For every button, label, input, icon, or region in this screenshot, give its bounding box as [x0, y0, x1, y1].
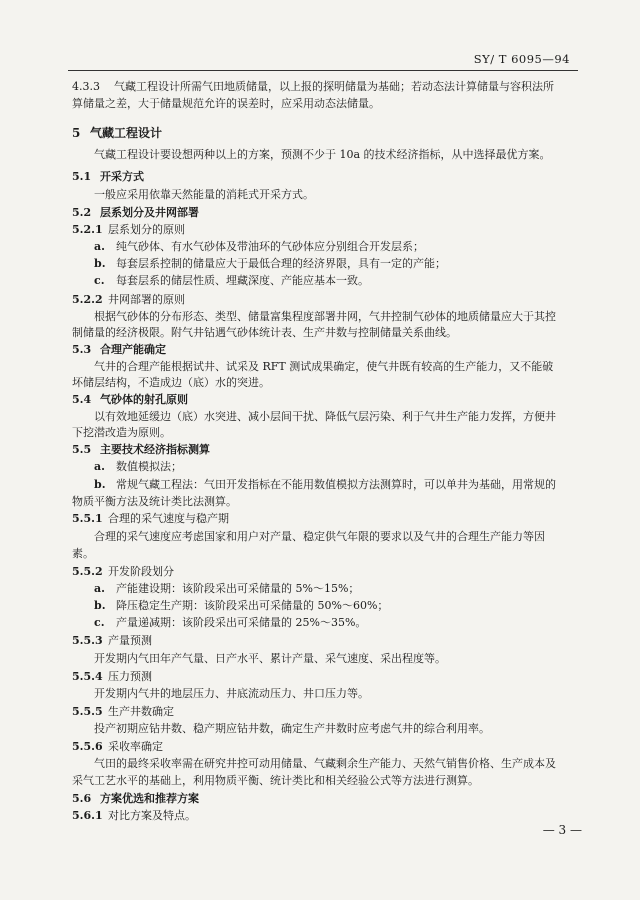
list-item-a — [94, 582, 359, 596]
heading-5-5-1 — [72, 512, 229, 526]
list-item-b — [94, 257, 446, 271]
heading-number: 5.1 — [72, 170, 92, 183]
paragraph-text: 素。 — [72, 547, 94, 560]
paragraph-line — [94, 757, 556, 771]
heading-number: 5.5.5 — [72, 705, 103, 718]
heading-title: 压力预测 — [108, 670, 152, 683]
paragraph-line — [72, 426, 171, 440]
list-marker: a. — [94, 460, 105, 473]
heading-title: 采收率确定 — [108, 740, 163, 753]
heading-title: 产量预测 — [108, 634, 152, 647]
heading-5-1 — [72, 170, 144, 184]
heading-title: 开发阶段划分 — [108, 565, 174, 578]
heading-title: 层系划分的原则 — [108, 223, 185, 236]
paragraph-text: 合理的采气速度应考虑国家和用户对产量、稳定供气年限的要求以及气井的合理生产能力等因 — [94, 530, 545, 543]
heading-number: 5.5.3 — [72, 634, 103, 647]
list-item-b — [94, 478, 556, 492]
paragraph-line — [94, 188, 314, 202]
paragraph-line — [94, 530, 545, 544]
header-rule — [68, 70, 578, 71]
paragraph-line — [94, 360, 553, 374]
line-4-3-3 — [72, 80, 554, 94]
heading-title: 井网部署的原则 — [108, 293, 185, 306]
heading-5-5-2 — [72, 565, 174, 579]
paragraph-line — [72, 774, 479, 788]
paragraph-text: 一般应采用依靠天然能量的消耗式开采方式。 — [94, 188, 314, 201]
paragraph-text: 坏储层结构，不造成边（底）水的突进。 — [72, 376, 270, 389]
paragraph-text: 根据气砂体的分布形态、类型、储量富集程度部署井网，气井控制气砂体的地质储量应大于其控 — [94, 310, 556, 323]
heading-5-2 — [72, 206, 199, 220]
paragraph-text: 开发期内气田年产气量、日产水平、累计产量、采气速度、采出程度等。 — [94, 652, 446, 665]
list-marker: c. — [94, 616, 105, 629]
heading-5-5-5 — [72, 705, 174, 719]
heading-title: 方案优选和推荐方案 — [100, 792, 199, 805]
list-marker: c. — [94, 274, 105, 287]
list-text: 常规气藏工程法：气田开发指标在不能用数值模拟方法测算时，可以单井为基础，用常规的 — [116, 478, 556, 491]
paragraph-text: 制储量的经济极限。附气井钻遇气砂体统计表、生产井数与控制储量关系曲线。 — [72, 326, 457, 339]
heading-title: 气砂体的射孔原则 — [100, 393, 188, 406]
heading-title: 对比方案及特点。 — [108, 809, 196, 822]
heading-number: 5.2.1 — [72, 223, 103, 236]
section-number: 5 — [72, 126, 81, 140]
paragraph-line — [72, 376, 270, 390]
heading-5-6-1 — [72, 809, 196, 823]
list-marker: b. — [94, 599, 106, 612]
paragraph-text: 下挖潜改造为原则。 — [72, 426, 171, 439]
heading-title: 开采方式 — [100, 170, 144, 183]
list-item-c — [94, 274, 369, 288]
list-item-b — [94, 599, 388, 613]
list-marker: a. — [94, 240, 105, 253]
paragraph-text: 采气工艺水平的基础上，利用物质平衡、统计类比和相关经验公式等方法进行测算。 — [72, 774, 479, 787]
list-text: 每套层系控制的储量应大于最低合理的经济界限，具有一定的产能； — [116, 257, 446, 270]
paragraph-line — [94, 310, 556, 324]
heading-5-5-6 — [72, 740, 163, 754]
heading-number: 5.5.4 — [72, 670, 103, 683]
heading-number: 5.6 — [72, 792, 92, 805]
line-cont — [72, 97, 380, 111]
heading-title: 合理产能确定 — [100, 343, 166, 356]
heading-number: 5.5 — [72, 443, 92, 456]
list-text: 降压稳定生产期：该阶段采出可采储量的 50%～60%； — [116, 599, 389, 612]
heading-title: 层系划分及井网部署 — [100, 206, 199, 219]
heading-5-2-2 — [72, 293, 185, 307]
heading-number: 5.6.1 — [72, 809, 103, 822]
heading-number: 5.5.1 — [72, 512, 103, 525]
heading-5-5-4 — [72, 670, 152, 684]
section-heading-5 — [72, 126, 162, 140]
standard-code-header: SY/ T 6095—94 — [473, 52, 570, 66]
heading-5-3 — [72, 343, 166, 357]
paragraph-text: 气田的最终采收率需在研究井控可动用储量、气藏剩余生产能力、天然气销售价格、生产成本及 — [94, 757, 556, 770]
heading-number: 5.2 — [72, 206, 92, 219]
section-title: 气藏工程设计 — [90, 126, 163, 140]
heading-5-2-1 — [72, 223, 185, 237]
paragraph-line — [72, 547, 94, 561]
list-text: 产量递减期：该阶段采出可采储量的 25%～35%。 — [116, 616, 367, 629]
page-number: — 3 — — [542, 823, 582, 837]
heading-title: 生产井数确定 — [108, 705, 174, 718]
paragraph-text: 气井的合理产能根据试井、试采及 RFT 测试成果确定，使气井既有较高的生产能力，又不能破 — [94, 360, 554, 373]
paragraph-line — [94, 687, 369, 701]
list-text: 产能建设期：该阶段采出可采储量的 5%～15%； — [116, 582, 360, 595]
heading-number: 5.3 — [72, 343, 92, 356]
heading-title: 合理的采气速度与稳产期 — [108, 512, 229, 525]
paragraph-text: 投产初期应钻井数、稳产期应钻井数，确定生产井数时应考虑气井的综合利用率。 — [94, 722, 490, 735]
paragraph-line — [72, 495, 237, 509]
heading-number: 5.5.2 — [72, 565, 103, 578]
list-text: 纯气砂体、有水气砂体及带油环的气砂体应分别组合开发层系； — [116, 240, 424, 253]
paragraph-text: 以有效地延缓边（底）水突进、减小层间干扰、降低气层污染、利于气井生产能力发挥，方便井 — [94, 410, 556, 423]
clause-text: 气藏工程设计所需气田地质储量，以上报的探明储量为基础；若动态法计算储量与容积法所 — [114, 80, 554, 93]
heading-5-5 — [72, 443, 210, 457]
clause-number: 4.3.3 — [72, 80, 100, 93]
heading-number: 5.5.6 — [72, 740, 103, 753]
list-text: 每套层系的储层性质、埋藏深度、产能应基本一致。 — [116, 274, 369, 287]
heading-5-4 — [72, 393, 188, 407]
heading-5-6 — [72, 792, 199, 806]
paragraph-line — [94, 148, 551, 162]
heading-number: 5.2.2 — [72, 293, 103, 306]
clause-text: 算储量之差，大于储量规范允许的误差时，应采用动态法储量。 — [72, 97, 380, 110]
paragraph-text: 气藏工程设计要设想两种以上的方案，预测不少于 10a 的技术经济指标，从中选择最优方案。 — [94, 148, 551, 161]
list-marker: b. — [94, 478, 106, 491]
list-text: 数值模拟法； — [116, 460, 182, 473]
list-marker: a. — [94, 582, 105, 595]
paragraph-line — [72, 326, 457, 340]
heading-number: 5.4 — [72, 393, 92, 406]
paragraph-text: 开发期内气井的地层压力、井底流动压力、井口压力等。 — [94, 687, 369, 700]
list-item-a — [94, 460, 182, 474]
paragraph-line — [94, 410, 556, 424]
heading-5-5-3 — [72, 634, 152, 648]
list-item-a — [94, 240, 424, 254]
paragraph-line — [94, 652, 446, 666]
heading-title: 主要技术经济指标测算 — [100, 443, 210, 456]
paragraph-text: 物质平衡方法及统计类比法测算。 — [72, 495, 237, 508]
paragraph-line — [94, 722, 490, 736]
list-item-c — [94, 616, 366, 630]
list-marker: b. — [94, 257, 106, 270]
